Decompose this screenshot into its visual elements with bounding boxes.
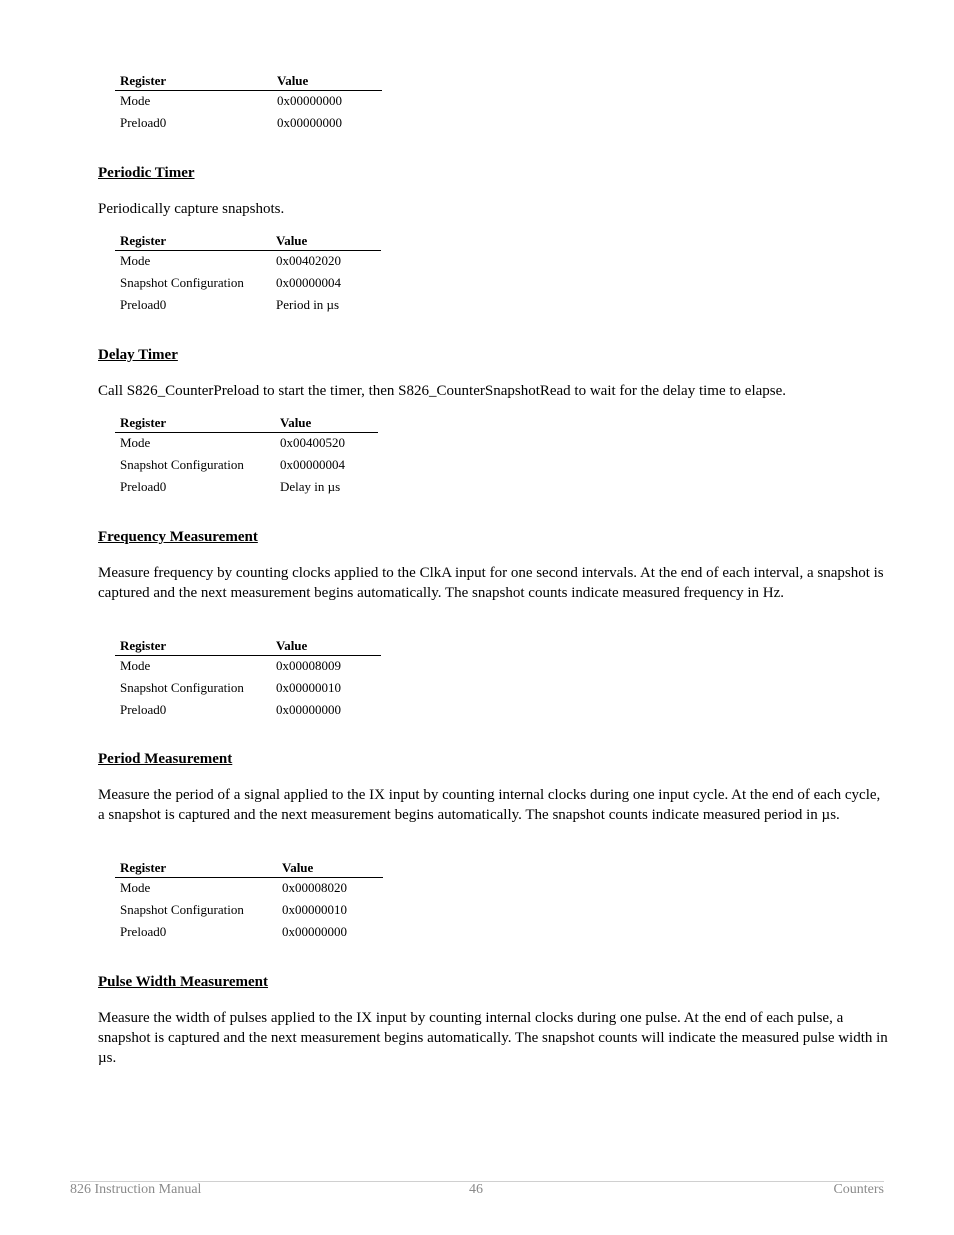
- section-text-frequency-measurement: Measure frequency by counting clocks applied to the ClkA input for one second intervals. At the end of each interval, a snapshot is captured and the next measurement begins automatically. The snapshot counts indicate measured frequency in Hz.: [98, 565, 884, 601]
- section-text-delay-timer: Call S826_CounterPreload to start the timer, then S826_CounterSnapshotRead to wait for the delay time to elapse.: [98, 383, 787, 399]
- value-column-header: Value: [276, 233, 308, 248]
- register-cell: Mode: [120, 658, 151, 673]
- table-row: [115, 295, 381, 317]
- value-column-header: Value: [280, 415, 312, 430]
- value-cell: 0x00402020: [276, 253, 341, 268]
- value-column-header: Value: [277, 73, 309, 88]
- register-cell: Snapshot Configuration: [120, 680, 244, 695]
- value-cell: 0x00008009: [276, 658, 341, 673]
- table-row: [115, 273, 381, 295]
- register-table-mode-preload: [115, 74, 382, 135]
- register-cell: Preload0: [120, 297, 167, 312]
- register-cell: Mode: [120, 435, 151, 450]
- value-cell: 0x00000010: [282, 902, 347, 917]
- value-cell: 0x00000000: [277, 93, 342, 108]
- value-cell: 0x00000000: [276, 702, 341, 717]
- register-column-header: Register: [120, 233, 167, 248]
- table-row: [115, 433, 378, 455]
- register-column-header: Register: [120, 73, 167, 88]
- register-table-period-measurement: [115, 861, 383, 944]
- register-column-header: Register: [120, 860, 167, 875]
- register-cell: Snapshot Configuration: [120, 275, 244, 290]
- register-table-delay-timer: [115, 416, 378, 499]
- section-text-periodic-timer: Periodically capture snapshots.: [98, 201, 285, 217]
- table-row: [115, 91, 382, 113]
- register-column-header: Register: [120, 415, 167, 430]
- table-row: [115, 700, 381, 722]
- section-heading-period-measurement: Period Measurement: [98, 751, 233, 767]
- footer-chapter-name: Counters: [833, 1182, 884, 1197]
- table-row: [115, 922, 383, 944]
- section-heading-pulse-width-measurement: Pulse Width Measurement: [98, 974, 269, 990]
- value-cell: 0x00000010: [276, 680, 341, 695]
- table-row: [115, 878, 383, 900]
- section-heading-periodic-timer: Periodic Timer: [98, 165, 195, 181]
- value-cell: 0x00008020: [282, 880, 347, 895]
- value-cell: 0x00400520: [280, 435, 345, 450]
- register-table-periodic-timer: [115, 234, 381, 317]
- table-row: [115, 678, 381, 700]
- table-row: [115, 900, 383, 922]
- table-header: [115, 861, 383, 878]
- register-cell: Mode: [120, 253, 151, 268]
- register-table-frequency-measurement: [115, 639, 381, 722]
- table-header: [115, 416, 378, 433]
- section-text-period-measurement: Measure the period of a signal applied to the IX input by counting internal clocks during one input cycle. At the end of each cycle, a snapshot is captured and the next measurement begins automatically. The snapshot counts indicate measured period in µs.: [98, 787, 881, 823]
- footer-manual-title: 826 Instruction Manual: [70, 1182, 202, 1197]
- table-header: [115, 234, 381, 251]
- section-heading-delay-timer: Delay Timer: [98, 347, 178, 363]
- register-cell: Preload0: [120, 924, 167, 939]
- value-cell: Delay in µs: [280, 479, 341, 494]
- value-cell: 0x00000000: [277, 115, 342, 130]
- table-row: [115, 251, 381, 273]
- value-column-header: Value: [276, 638, 308, 653]
- value-cell: Period in µs: [276, 297, 340, 312]
- register-cell: Preload0: [120, 702, 167, 717]
- section-text-pulse-width-measurement: Measure the width of pulses applied to the IX input by counting internal clocks during one pulse. At the end of each pulse, a snapshot is captured and the next measurement begins automatically. The snapshot counts will indicate the measured pulse width in µs.: [98, 1010, 888, 1066]
- register-cell: Snapshot Configuration: [120, 902, 244, 917]
- section-heading-frequency-measurement: Frequency Measurement: [98, 529, 258, 545]
- value-cell: 0x00000000: [282, 924, 347, 939]
- register-cell: Mode: [120, 93, 151, 108]
- footer-page-number: 46: [469, 1182, 483, 1197]
- table-row: [115, 455, 378, 477]
- register-cell: Preload0: [120, 115, 167, 130]
- table-header: [115, 74, 382, 91]
- register-cell: Snapshot Configuration: [120, 457, 244, 472]
- table-header: [115, 639, 381, 656]
- table-row: [115, 477, 378, 499]
- table-row: [115, 113, 382, 135]
- value-cell: 0x00000004: [276, 275, 341, 290]
- register-cell: Mode: [120, 880, 151, 895]
- register-cell: Preload0: [120, 479, 167, 494]
- register-column-header: Register: [120, 638, 167, 653]
- table-row: [115, 656, 381, 678]
- value-column-header: Value: [282, 860, 314, 875]
- value-cell: 0x00000004: [280, 457, 345, 472]
